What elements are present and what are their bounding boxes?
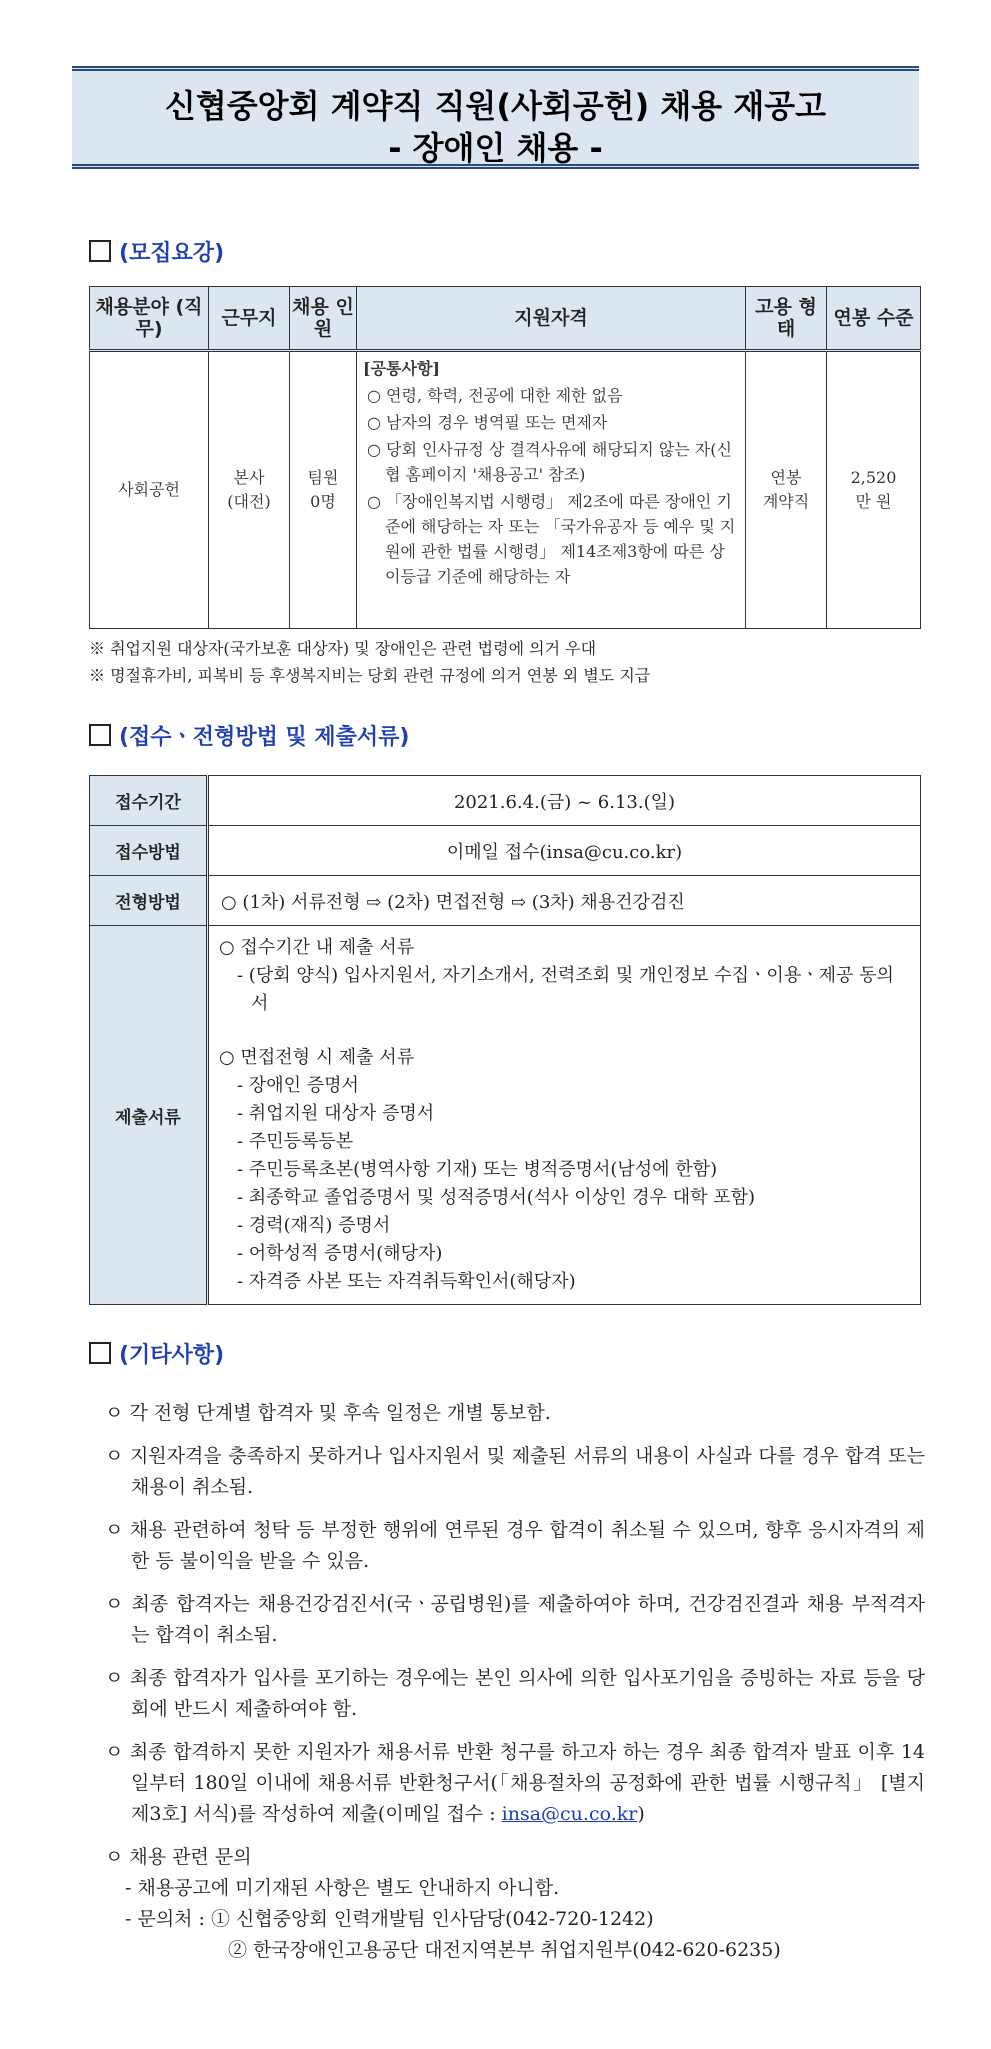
application-table: [89, 775, 921, 1305]
document-item: - 주민등록등본: [237, 1131, 354, 1152]
header-count: 채용 인원: [290, 287, 357, 351]
document-item: - 자격증 사본 또는 자격취득확인서(해당자): [237, 1271, 576, 1292]
email-link[interactable]: insa@cu.co.kr: [501, 1803, 638, 1825]
label-documents: 제출서류: [90, 926, 208, 1305]
checkbox-square-icon: [89, 240, 111, 262]
section-application-heading: [89, 720, 409, 751]
value-screening: ○ (1차) 서류전형 ⇨ (2차) 면접전형 ⇨ (3차) 채용건강검진: [208, 876, 921, 926]
list-item: ㅇ 채용 관련하여 청탁 등 부정한 행위에 연루된 경우 합격이 취소될 수 있으며, 향후 응시자격의 제한 등 불이익을 받을 수 있음.: [105, 1519, 925, 1572]
page-title: 신협중앙회 계약직 직원(사회공헌) 채용 재공고: [164, 87, 827, 125]
contact-item: ② 한국장애인고용공단 대전지역본부 취업지원부(042-620-6235): [228, 1939, 781, 1961]
value-method: 이메일 접수(insa@cu.co.kr): [208, 826, 921, 876]
page-subtitle: - 장애인 채용 -: [388, 129, 603, 167]
header-location: 근무지: [209, 287, 290, 351]
section-title: (기타사항): [119, 1343, 225, 1368]
value-period: 2021.6.4.(금) ~ 6.13.(일): [208, 776, 921, 826]
header-employment-type: 고용 형태: [746, 287, 827, 351]
table-row: [90, 826, 921, 876]
list-item: [105, 1737, 925, 1830]
cell-count: [290, 351, 357, 629]
table-row: [90, 776, 921, 826]
documents-group-heading: ○ 면접전형 시 제출 서류: [219, 1047, 415, 1068]
table-row: [90, 351, 921, 629]
qualification-item: ○ 남자의 경우 병역필 또는 면제자: [367, 413, 608, 432]
list-item: ㅇ 최종 합격자가 입사를 포기하는 경우에는 본인 의사에 의한 입사포기임을 증빙하는 자료 등을 당회에 반드시 제출하여야 함.: [105, 1667, 925, 1720]
qualification-item: ○ 당회 인사규정 상 결격사유에 해당되지 않는 자(신협 홈페이지 '채용공고' 참조): [367, 440, 732, 484]
documents-group-heading: ○ 접수기간 내 제출 서류: [219, 937, 415, 958]
header-salary: 연봉 수준: [827, 287, 921, 351]
count-line: 0명: [310, 492, 336, 511]
note-welfare: ※ 명절휴가비, 피복비 등 후생복지비는 당회 관련 규정에 의거 연봉 외 별도 지급: [89, 666, 651, 685]
cell-employment-type: [746, 351, 827, 629]
location-line: 본사: [233, 468, 265, 487]
count-line: 팀원: [307, 468, 339, 487]
section-recruitment-heading: [89, 236, 224, 267]
document-item: - 장애인 증명서: [237, 1075, 359, 1096]
section-misc-heading: [89, 1338, 224, 1369]
section-title: (접수ㆍ전형방법 및 제출서류): [119, 725, 410, 750]
cell-qualification: [357, 351, 746, 629]
qualification-heading: [공통사항]: [363, 359, 440, 378]
document-item: - 취업지원 대상자 증명서: [237, 1103, 435, 1124]
label-screening: 전형방법: [90, 876, 208, 926]
header-field: 채용분야 (직무): [90, 287, 209, 351]
document-item: - 최종학교 졸업증명서 및 성적증명서(석사 이상인 경우 대학 포함): [237, 1187, 755, 1208]
list-item-text: ): [637, 1803, 645, 1825]
list-item: ㅇ 지원자격을 충족하지 못하거나 입사지원서 및 제출된 서류의 내용이 사실과 다를 경우 합격 또는 채용이 취소됨.: [105, 1445, 925, 1498]
recruitment-table: [89, 286, 921, 629]
label-method: 접수방법: [90, 826, 208, 876]
cell-location: [209, 351, 290, 629]
header-qualification: 지원자격: [357, 287, 746, 351]
table-header-row: [90, 287, 921, 351]
checkbox-square-icon: [89, 724, 111, 746]
section-title: (모집요강): [119, 241, 225, 266]
salary-line: 만 원: [855, 492, 892, 511]
document-item: - 주민등록초본(병역사항 기재) 또는 병적증명서(남성에 한함): [237, 1159, 718, 1180]
table-row: [90, 926, 921, 1305]
title-banner: [72, 66, 919, 169]
inquiry-note: - 채용공고에 미기재된 사항은 별도 안내하지 아니함.: [125, 1877, 560, 1899]
type-line: 연봉: [770, 468, 802, 487]
document-item: - (당회 양식) 입사지원서, 자기소개서, 전력조회 및 개인정보 수집ㆍ이용ㆍ제공 동의서: [237, 965, 894, 1014]
note-preference: ※ 취업지원 대상자(국가보훈 대상자) 및 장애인은 관련 법령에 의거 우대: [89, 639, 597, 658]
qualification-item: ○ 연령, 학력, 전공에 대한 제한 없음: [367, 386, 623, 405]
value-documents: [208, 926, 921, 1305]
salary-line: 2,520: [850, 468, 897, 487]
label-period: 접수기간: [90, 776, 208, 826]
checkbox-square-icon: [89, 1342, 111, 1364]
document-item: - 경력(재직) 증명서: [237, 1215, 391, 1236]
qualification-item: ○ 「장애인복지법 시행령」 제2조에 따른 장애인 기준에 해당하는 자 또는 「국가유공자 등 예우 및 지원에 관한 법률 시행령」 제14조제3항에 따른 상이등급 기준에 해당하는 자: [367, 492, 736, 586]
type-line: 계약직: [762, 492, 810, 511]
list-item: ㅇ 최종 합격자는 채용건강검진서(국ㆍ공립병원)를 제출하여야 하며, 건강검진결과 채용 부적격자는 합격이 취소됨.: [105, 1593, 925, 1646]
list-item-text: ㅇ 최종 합격하지 못한 지원자가 채용서류 반환 청구를 하고자 하는 경우 최종 합격자 발표 이후 14일부터 180일 이내에 채용서류 반환청구서(「채용절차의 공정화에 관한 법률 시행규칙」 [별지 제3호] 서식)를 작성하여 제출(이메일 접수 :: [105, 1741, 925, 1825]
list-item: ㅇ 각 전형 단계별 합격자 및 후속 일정은 개별 통보함.: [105, 1402, 551, 1424]
inquiry-heading: ㅇ 채용 관련 문의: [105, 1846, 252, 1868]
cell-field: 사회공헌: [90, 351, 209, 629]
document-item: - 어학성적 증명서(해당자): [237, 1243, 443, 1264]
misc-list: [105, 1398, 925, 1966]
table-row: [90, 876, 921, 926]
location-line: (대전): [227, 492, 271, 511]
contact-item: - 문의처 : ① 신협중앙회 인력개발팀 인사담당(042-720-1242): [125, 1908, 654, 1930]
cell-salary: [827, 351, 921, 629]
